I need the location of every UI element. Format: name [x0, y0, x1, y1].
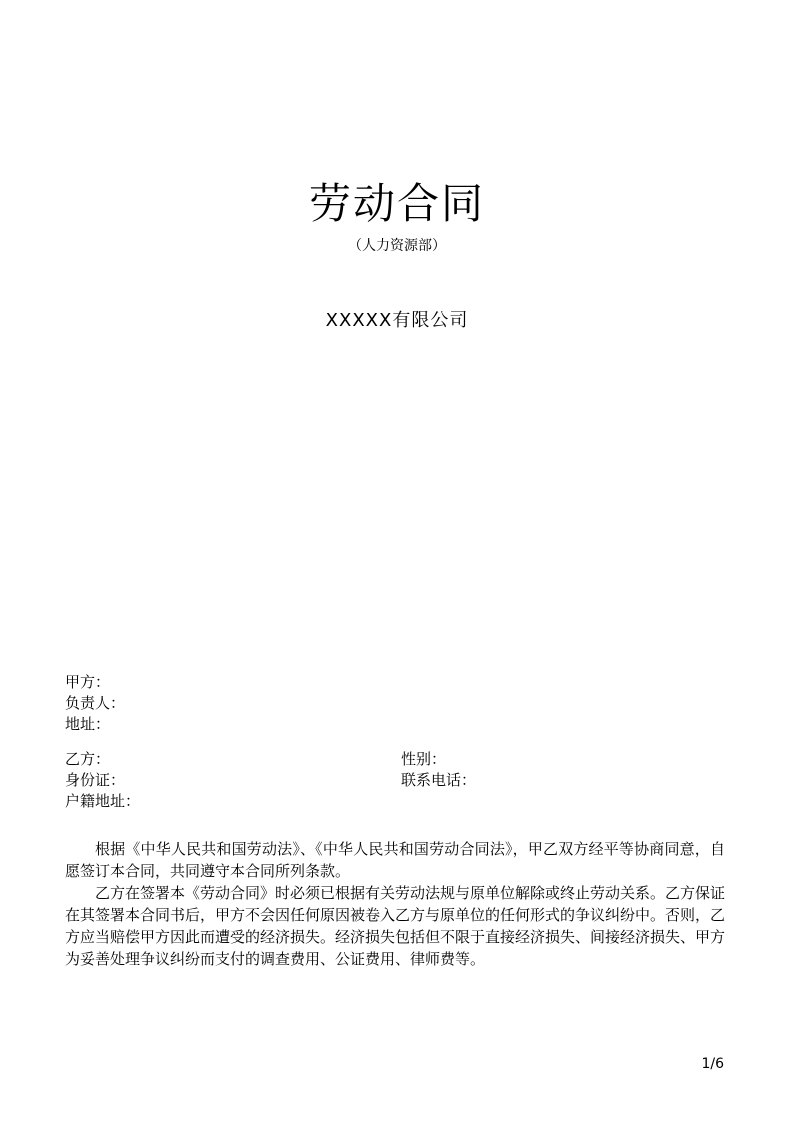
address-row: [65, 714, 725, 735]
party-a-row: [65, 672, 725, 693]
contract-preamble: [65, 838, 725, 970]
id-card-label: 身份证：: [65, 771, 126, 789]
party-a-label: 甲方：: [65, 673, 111, 691]
company-name: XXXXX有限公司: [325, 310, 469, 331]
parties-section: [65, 672, 725, 812]
gender-label: 性别：: [401, 750, 447, 768]
party-b-row: [65, 749, 725, 770]
preamble-paragraph-2: 乙方在签署本《劳动合同》时必须已根据有关劳动法规与原单位解除或终止劳动关系。乙方保证在其签署本合同书后，甲方不会因任何原因被卷入乙方与原单位的任何形式的争议纠纷中。否则，乙方应当赔偿甲方因此而遭受的经济损失。经济损失包括但不限于直接经济损失、间接经济损失、甲方为妥善处理争议纠纷而支付的调查费用、公证费用、律师费等。: [65, 884, 726, 968]
household-address-label: 户籍地址：: [65, 792, 141, 810]
household-address-row: [65, 791, 725, 812]
parties-spacer: [65, 735, 725, 749]
address-label: 地址：: [65, 715, 111, 733]
preamble-paragraph-1: 根据《中华人民共和国劳动法》、《中华人民共和国劳动合同法》，甲乙双方经平等协商同意，自愿签订本合同，共同遵守本合同所列条款。: [65, 840, 725, 880]
party-b-label: 乙方：: [65, 750, 111, 768]
phone-label: 联系电话：: [401, 771, 477, 789]
principal-row: [65, 693, 725, 714]
principal-label: 负责人：: [65, 694, 126, 712]
page-number: 1/6: [701, 1056, 724, 1072]
document-title: 劳动合同: [308, 179, 485, 228]
document-subtitle: （人力资源部）: [348, 238, 446, 254]
id-card-row: [65, 770, 725, 791]
